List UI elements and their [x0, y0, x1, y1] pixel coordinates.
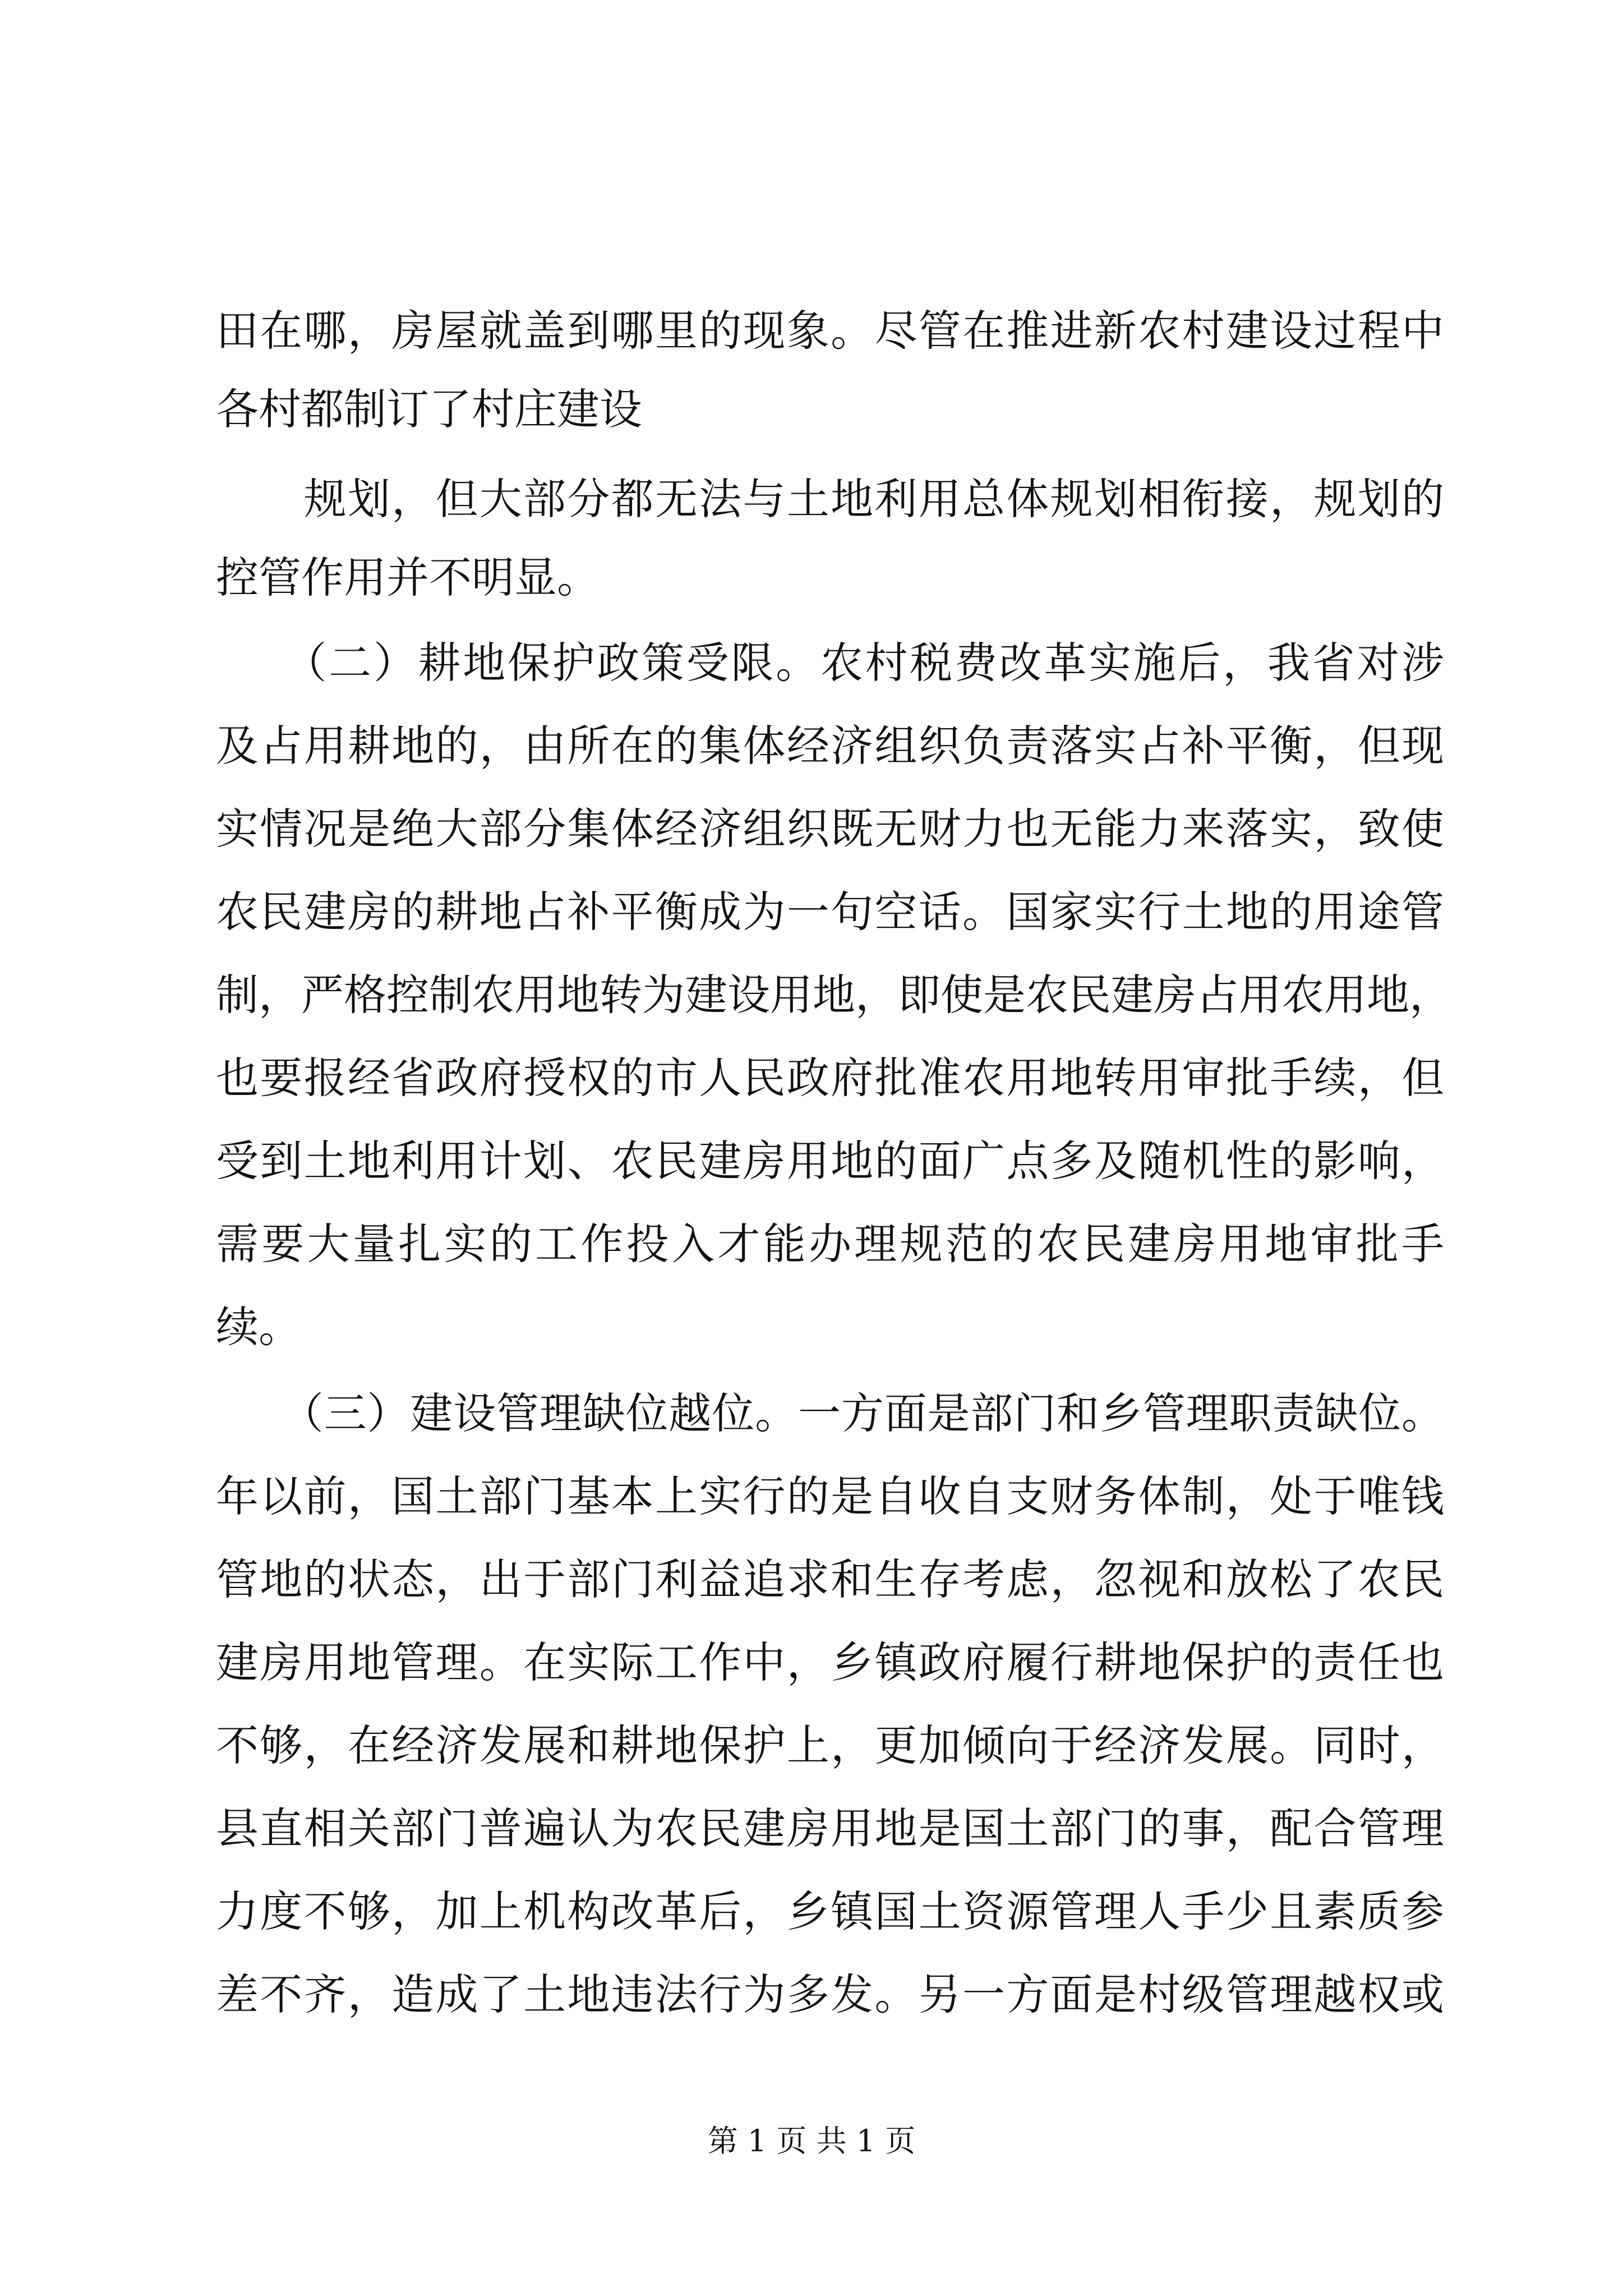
text-line: 农民建房的耕地占补平衡成为一句空话。国家实行土地的用途管	[216, 887, 1444, 937]
text-line: 建房用地管理。在实际工作中，乡镇政府履行耕地保护的责任也	[216, 1637, 1444, 1687]
text-line: 不够，在经济发展和耕地保护上，更加倾向于经济发展。同时，	[216, 1720, 1444, 1770]
text-line: （二）耕地保护政策受限。农村税费改革实施后，我省对涉	[216, 638, 1444, 688]
text-line: 控管作用并不明显。	[216, 553, 600, 602]
text-line: 力度不够，加上机构改革后，乡镇国土资源管理人手少且素质参	[216, 1887, 1444, 1936]
text-line: 田在哪，房屋就盖到哪里的现象。尽管在推进新农村建设过程中	[216, 306, 1444, 356]
text-line: 管地的状态，出于部门利益追求和生存考虑，忽视和放松了农民	[216, 1554, 1444, 1604]
text-line: 及占用耕地的，由所在的集体经济组织负责落实占补平衡，但现	[216, 721, 1444, 771]
text-line: 需要大量扎实的工作投入才能办理规范的农民建房用地审批手	[216, 1219, 1444, 1269]
text-line: 规划，但大部分都无法与土地利用总体规划相衔接，规划的	[216, 474, 1444, 524]
text-line: 制，严格控制农用地转为建设用地，即使是农民建房占用农用地，	[216, 970, 1452, 1020]
text-line: 年以前，国土部门基本上实行的是自收自支财务体制，处于唯钱	[216, 1471, 1444, 1521]
text-line: （三）建设管理缺位越位。一方面是部门和乡管理职责缺位。	[216, 1388, 1444, 1438]
text-line: 差不齐，造成了土地违法行为多发。另一方面是村级管理越权或	[216, 1970, 1444, 2019]
text-line: 县直相关部门普遍认为农民建房用地是国土部门的事，配合管理	[216, 1803, 1444, 1853]
text-line: 实情况是绝大部分集体经济组织既无财力也无能力来落实，致使	[216, 804, 1444, 854]
text-line: 续。	[216, 1302, 301, 1352]
text-line: 各村都制订了村庄建设	[216, 384, 642, 434]
text-line: 受到土地利用计划、农民建房用地的面广点多及随机性的影响，	[216, 1136, 1444, 1186]
page-footer: 第 1 页 共 1 页	[707, 2123, 916, 2159]
text-line: 也要报经省政府授权的市人民政府批准农用地转用审批手续，但	[216, 1053, 1444, 1103]
